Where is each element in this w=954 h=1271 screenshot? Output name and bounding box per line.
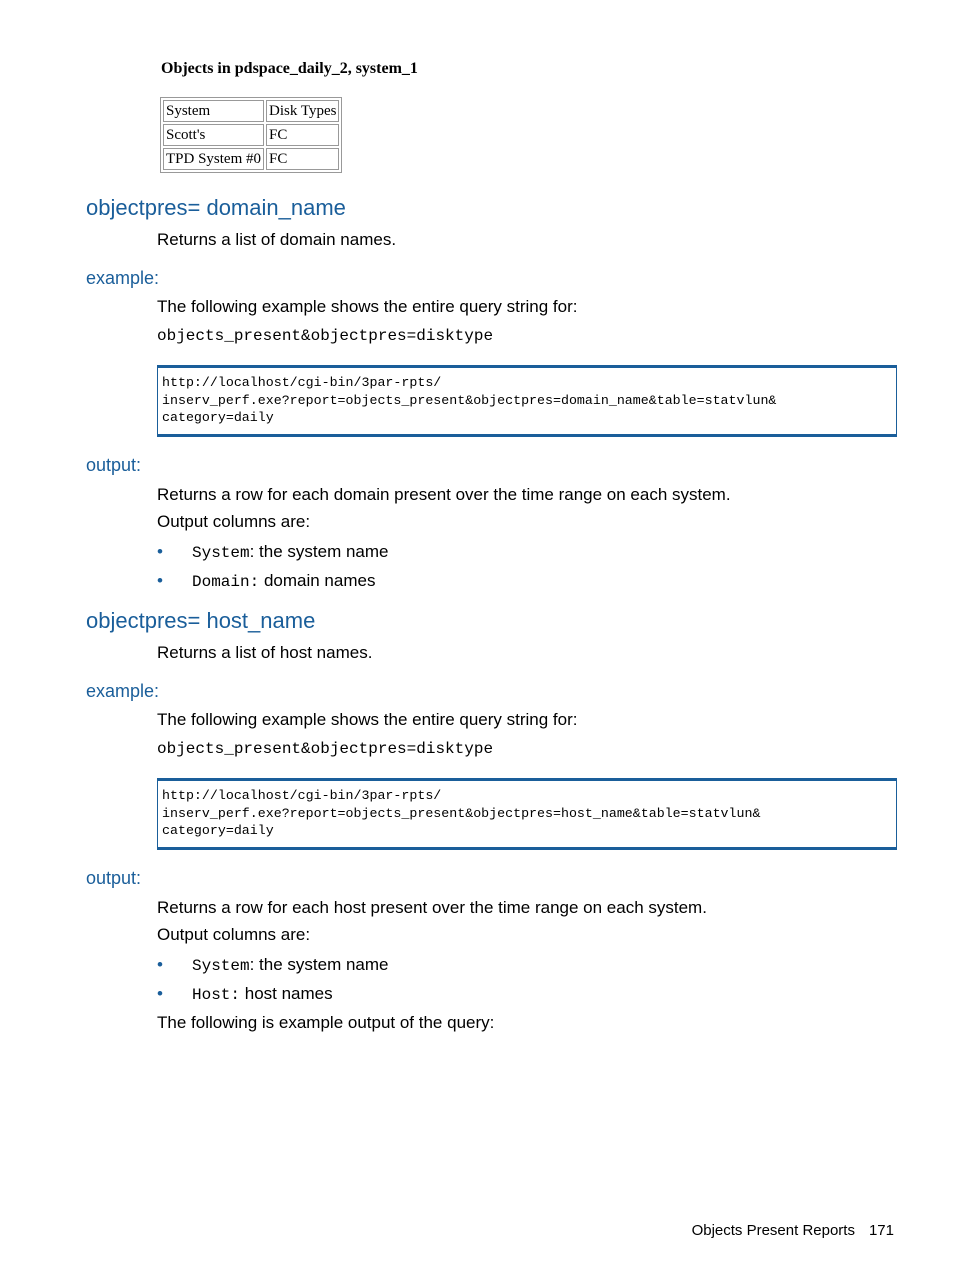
closing-text: The following is example output of the query: [157,1013,495,1032]
code-block [157,778,897,850]
output-heading: output: [86,868,142,888]
page-footer [692,1222,894,1239]
table-cell: Disk Types [266,100,339,122]
table-cell: System [163,100,264,122]
table-row [163,124,339,146]
section-heading-host-name: objectpres= host_name [86,608,316,633]
example-heading: example: [86,268,160,288]
table-row [163,100,339,122]
example-heading: example: [86,681,160,701]
section-heading-domain-name: objectpres= domain_name [86,195,346,220]
output-heading: output: [86,455,142,475]
table-row [163,148,339,170]
bullet-icon: • [157,955,163,974]
column-term: Domain: [192,573,260,591]
column-desc: domain names [259,571,376,590]
column-term: System [192,544,250,562]
column-desc: host names [240,984,333,1003]
column-term: Host: [192,986,241,1004]
bullet-icon: • [157,571,163,590]
table-cell: FC [266,124,339,146]
footer-section-title: Objects Present Reports [691,1222,855,1239]
table-cell: Scott's [163,124,264,146]
code-text: http://localhost/cgi-bin/3par-rpts/ inserv_perf.exe?report=objects_present&objectpres=host_name&table=statvlun& category=daily [162,788,761,838]
code-block [157,365,897,437]
query-string: objects_present&objectpres=disktype [157,327,494,345]
example-text: The following example shows the entire query string for: [157,297,578,316]
columns-intro: Output columns are: [157,512,311,531]
section-description: Returns a list of host names. [157,643,373,662]
objects-table [160,97,342,173]
column-term: System [192,957,250,975]
column-desc: : the system name [249,955,389,974]
page-number: 171 [868,1222,894,1239]
table-cell: FC [266,148,339,170]
output-text: Returns a row for each domain present over the time range on each system. [157,485,731,504]
bullet-icon: • [157,542,163,561]
column-desc: : the system name [249,542,389,561]
table-cell: TPD System #0 [163,148,264,170]
example-text: The following example shows the entire query string for: [157,710,578,729]
bullet-icon: • [157,984,163,1003]
query-string: objects_present&objectpres=disktype [157,740,494,758]
output-text: Returns a row for each host present over the time range on each system. [157,898,707,917]
table-title: Objects in pdspace_daily_2, system_1 [161,60,418,77]
section-description: Returns a list of domain names. [157,230,397,249]
code-text: http://localhost/cgi-bin/3par-rpts/ inserv_perf.exe?report=objects_present&objectpres=domain_name&table=statvlun& category=daily [162,375,777,425]
columns-intro: Output columns are: [157,925,311,944]
